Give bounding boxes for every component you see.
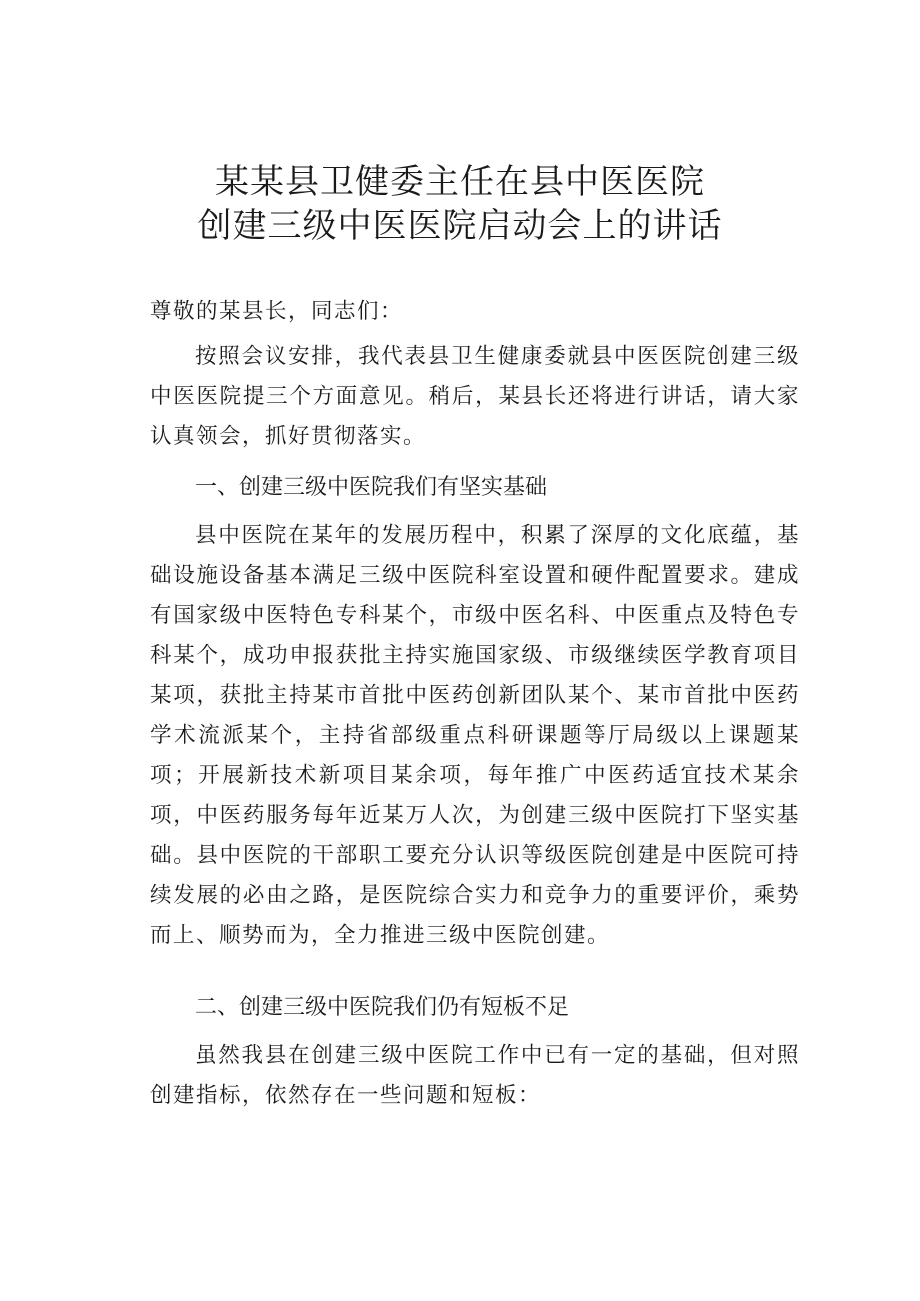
section-2-heading: 二、创建三级中医院我们仍有短板不足 [195,995,570,1020]
section-1-paragraph: 县中医院在某年的发展历程中，积累了深厚的文化底蕴，基础设施设备基本满足三级中医院科室设置和硬件配置要求。建成有国家级中医特色专科某个，市级中医名科、中医重点及特色专科某个，成功申报获批主持实施国家级、市级继续医学教育项目某项，获批主持某市首批中医药创新团队某个、某市首批中医药学术流派某个，主持省部级重点科研课题等厅局级以上课题某项；开展新技术新项目某余项，每年推广中医药适宜技术某余项，中医药服务每年近某万人次，为创建三级中医院打下坚实基础。县中医院的干部职工要充分认识等级医院创建是中医院可持续发展的必由之路，是医院综合实力和竞争力的重要评价，乘势而上、顺势而为，全力推进三级中医院创建。 [150,523,800,948]
document-title-line-1: 某某县卫健委主任在县中医医院 [215,162,705,202]
salutation: 尊敬的某县长，同志们： [150,299,404,324]
section-2-paragraph: 虽然我县在创建三级中医院工作中已有一定的基础，但对照创建指标，依然存在一些问题和短板： [150,1043,800,1108]
document-title-line-2: 创建三级中医医院启动会上的讲话 [197,206,723,246]
intro-paragraph: 按照会议安排，我代表县卫生健康委就县中医医院创建三级中医医院提三个方面意见。稍后，某县长还将进行讲话，请大家认真领会，抓好贯彻落实。 [150,344,800,449]
section-1-heading: 一、创建三级中医院我们有坚实基础 [195,475,548,500]
